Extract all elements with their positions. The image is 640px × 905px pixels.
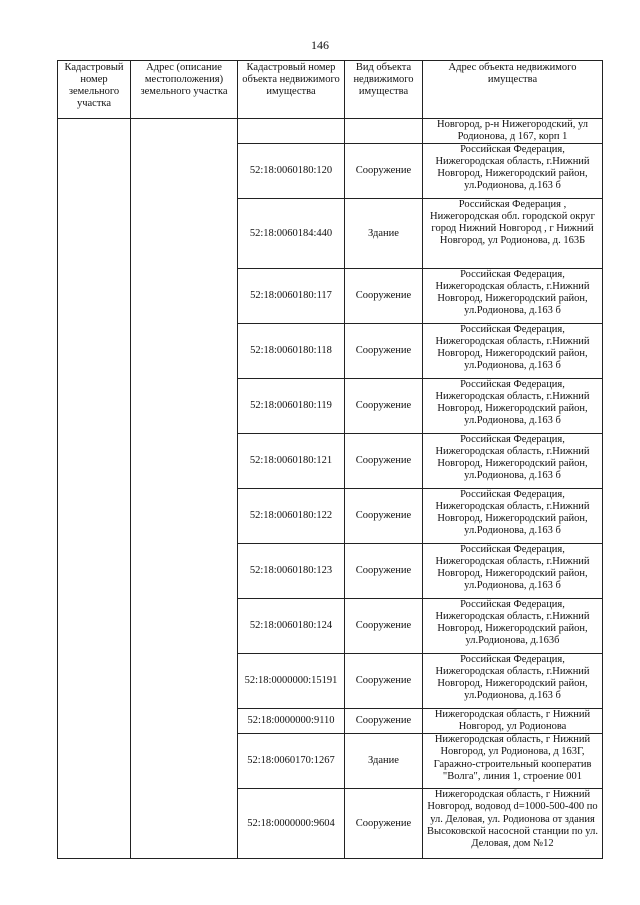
object-address-cell: Российская Федерация, Нижегородская область, г.Нижний Новгород, Нижегородский район, ул.Родионова, д.163б bbox=[423, 599, 603, 654]
table-header-row bbox=[58, 61, 603, 119]
object-cadastral-cell: 52:18:0060180:118 bbox=[238, 324, 345, 379]
object-kind-cell: Сооружение bbox=[345, 144, 423, 199]
object-kind-cell: Сооружение bbox=[345, 434, 423, 489]
header-object-address: Адрес объекта недвижимого имущества bbox=[423, 61, 603, 119]
header-land-cadastral: Кадастровый номер земельного участка bbox=[58, 61, 131, 119]
object-kind-cell: Сооружение bbox=[345, 269, 423, 324]
object-cadastral-cell: 52:18:0000000:9110 bbox=[238, 709, 345, 734]
object-cadastral-cell: 52:18:0060180:122 bbox=[238, 489, 345, 544]
object-address-cell: Российская Федерация, Нижегородская область, г.Нижний Новгород, Нижегородский район, ул.Родионова, д.163 б bbox=[423, 269, 603, 324]
object-cadastral-cell bbox=[238, 119, 345, 144]
object-address-cell: Нижегородская область, г Нижний Новгород, ул Родионова, д 163Г, Гаражно-строительный кооператив "Волга", линия 1, строение 001 bbox=[423, 734, 603, 789]
object-kind-cell: Сооружение bbox=[345, 709, 423, 734]
object-cadastral-cell: 52:18:0060180:124 bbox=[238, 599, 345, 654]
object-address-cell: Российская Федерация, Нижегородская область, г.Нижний Новгород, Нижегородский район, ул.Родионова, д.163 б bbox=[423, 544, 603, 599]
land-address-cell bbox=[131, 119, 238, 859]
object-kind-cell: Сооружение bbox=[345, 544, 423, 599]
page-number: 146 bbox=[311, 38, 329, 52]
object-address-cell: Нижегородская область, г Нижний Новгород, водовод d=1000-500-400 по ул. Деловая, ул. Родионова от здания Высоковской насосной станции по ул. Деловая, дом №12 bbox=[423, 789, 603, 859]
header-land-address: Адрес (описание местоположения) земельного участка bbox=[131, 61, 238, 119]
object-cadastral-cell: 52:18:0060180:121 bbox=[238, 434, 345, 489]
object-address-cell: Российская Федерация, Нижегородская область, г.Нижний Новгород, Нижегородский район, ул.Родионова, д.163 б bbox=[423, 434, 603, 489]
property-table bbox=[57, 60, 603, 859]
object-kind-cell: Сооружение bbox=[345, 789, 423, 859]
object-kind-cell: Здание bbox=[345, 199, 423, 269]
object-cadastral-cell: 52:18:0060180:119 bbox=[238, 379, 345, 434]
object-cadastral-cell: 52:18:0060170:1267 bbox=[238, 734, 345, 789]
object-kind-cell: Сооружение bbox=[345, 599, 423, 654]
object-cadastral-cell: 52:18:0060180:120 bbox=[238, 144, 345, 199]
object-cadastral-cell: 52:18:0060184:440 bbox=[238, 199, 345, 269]
object-address-cell: Российская Федерация, Нижегородская область, г.Нижний Новгород, Нижегородский район, ул.Родионова, д.163 б bbox=[423, 489, 603, 544]
object-kind-cell: Сооружение bbox=[345, 324, 423, 379]
land-cadastral-cell bbox=[58, 119, 131, 859]
object-address-cell: Российская Федерация, Нижегородская область, г.Нижний Новгород, Нижегородский район, ул.Родионова, д.163 б bbox=[423, 144, 603, 199]
object-cadastral-cell: 52:18:0000000:9604 bbox=[238, 789, 345, 859]
object-cadastral-cell: 52:18:0000000:15191 bbox=[238, 654, 345, 709]
object-kind-cell: Сооружение bbox=[345, 489, 423, 544]
object-kind-cell: Здание bbox=[345, 734, 423, 789]
object-kind-cell: Сооружение bbox=[345, 379, 423, 434]
table-row bbox=[58, 119, 603, 144]
header-object-kind: Вид объекта недвижимого имущества bbox=[345, 61, 423, 119]
object-cadastral-cell: 52:18:0060180:117 bbox=[238, 269, 345, 324]
object-kind-cell bbox=[345, 119, 423, 144]
header-object-cadastral: Кадастровый номер объекта недвижимого имущества bbox=[238, 61, 345, 119]
object-address-cell: Российская Федерация, Нижегородская область, г.Нижний Новгород, Нижегородский район, ул.Родионова, д.163 б bbox=[423, 379, 603, 434]
object-address-cell: Нижегородская область, г Нижний Новгород, ул Родионова bbox=[423, 709, 603, 734]
object-kind-cell: Сооружение bbox=[345, 654, 423, 709]
object-cadastral-cell: 52:18:0060180:123 bbox=[238, 544, 345, 599]
object-address-cell: Новгород, р-н Нижегородский, ул Родионова, д 167, корп 1 bbox=[423, 119, 603, 144]
object-address-cell: Российская Федерация, Нижегородская область, г.Нижний Новгород, Нижегородский район, ул.Родионова, д.163 б bbox=[423, 324, 603, 379]
object-address-cell: Российская Федерация , Нижегородская обл. городской округ город Нижний Новгород , г Нижний Новгород, ул Родионова, д. 163Б bbox=[423, 199, 603, 269]
object-address-cell: Российская Федерация, Нижегородская область, г.Нижний Новгород, Нижегородский район, ул.Родионова, д.163 б bbox=[423, 654, 603, 709]
